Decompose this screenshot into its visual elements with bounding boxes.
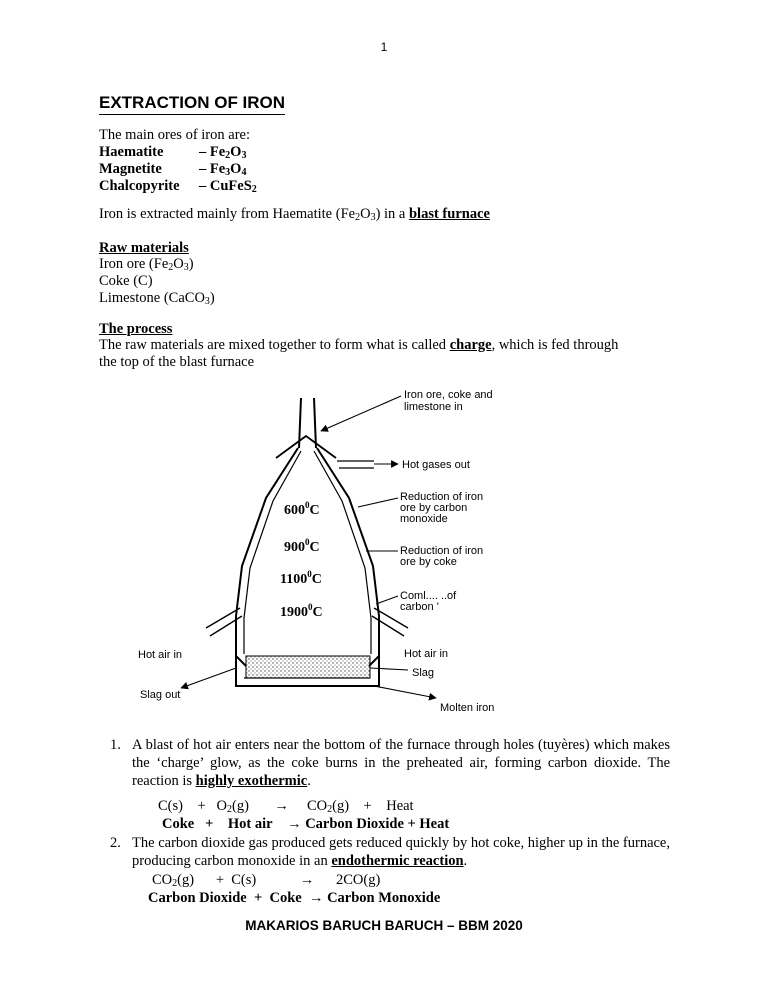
ore-magnetite xyxy=(99,161,246,178)
intro-text: The main ores of iron are: xyxy=(99,127,250,143)
blast-furnace-diagram xyxy=(136,386,556,716)
eq-term: C(s) xyxy=(158,798,183,814)
label-hot-gases: Hot gases out xyxy=(402,459,470,471)
ore-formula-part: CuFeS xyxy=(209,178,252,194)
ore-formula-part: Fe xyxy=(209,144,226,160)
eq-arrow: → xyxy=(299,872,315,888)
step-number: 1. xyxy=(110,737,121,753)
process-line-2: the top of the blast furnace xyxy=(99,354,255,370)
label-reduction-coke: Reduction of iron ore by coke xyxy=(400,545,484,568)
eq-term: CO xyxy=(306,798,328,814)
equation-2-words xyxy=(148,890,440,907)
ore-formula-sub: 2 xyxy=(225,150,231,161)
temp-900: $900^0C$ xyxy=(284,537,320,555)
equation-2-symbols xyxy=(152,872,380,889)
ore-formula-sub: 3 xyxy=(241,150,247,161)
eq-term: Hot air xyxy=(227,816,273,832)
footer-author: MAKARIOS BARUCH BARUCH – BBM 2020 xyxy=(245,918,523,933)
ore-dash: – xyxy=(199,144,207,160)
raw-materials-heading: Raw materials xyxy=(99,240,189,256)
label-reduction-co: Reduction of iron ore by carbon monoxide xyxy=(400,491,484,525)
eq-sub: 2 xyxy=(227,804,233,815)
furnace-wall-inner-right xyxy=(314,451,371,654)
eq-term: (g) xyxy=(177,872,195,888)
temp-1100: 1100$^0$C xyxy=(280,569,322,587)
extraction-sentence xyxy=(99,206,490,223)
label-slag: Slag xyxy=(412,667,435,679)
eq-term: O xyxy=(216,798,228,814)
raw-material-item xyxy=(99,290,215,307)
ore-name: Chalcopyrite xyxy=(99,178,180,194)
eq-term: Coke xyxy=(162,816,195,832)
eq-term: (g) xyxy=(332,798,350,814)
eq-term: → Carbon Monoxide xyxy=(308,890,441,906)
sentence-sub: 2 xyxy=(355,212,361,223)
label-slag-out: Slag out xyxy=(140,689,181,701)
raw-material-item xyxy=(99,256,194,273)
furnace-wall-outer-left xyxy=(236,448,298,666)
ore-formula-sub: 4 xyxy=(241,167,247,178)
eq-op: + xyxy=(363,798,372,814)
ore-chalcopyrite xyxy=(99,178,257,195)
eq-sub: 2 xyxy=(172,878,178,889)
process-heading: The process xyxy=(99,321,173,337)
step-number: 2. xyxy=(110,835,121,851)
charge-term: charge xyxy=(449,337,492,353)
label-molten-iron: Molten iron xyxy=(440,702,495,714)
slag-layer xyxy=(246,656,370,678)
ore-formula-part: O xyxy=(230,161,242,177)
raw-material-text: ) xyxy=(188,256,194,272)
ore-haematite xyxy=(99,144,246,161)
temp-1900: 1900$^0$C xyxy=(280,602,323,620)
eq-op: + xyxy=(197,798,206,814)
eq-term: → Carbon Dioxide + Heat xyxy=(287,816,450,832)
furnace-wall-outer-right xyxy=(317,448,379,666)
raw-material-text: O xyxy=(173,256,184,272)
page-number: 1 xyxy=(380,40,388,54)
label-hot-air-left: Hot air in xyxy=(138,649,183,661)
eq-sub: 2 xyxy=(327,804,333,815)
temp-600: $600^0C$ xyxy=(284,500,320,518)
step-text-part: A blast of hot air enters near the bottom of the furnace through holes (tuyères) which makes the ‘charge’ glow, as the coke burns in the preheated air, forming carbon dioxide. The reaction is xyxy=(132,737,670,789)
sentence-part: ) in a xyxy=(375,206,409,222)
ore-formula-part: O xyxy=(230,144,242,160)
label-hot-air-right: Hot air in xyxy=(404,648,449,660)
eq-term: (g) xyxy=(232,798,249,814)
ore-formula-sub: 3 xyxy=(225,167,231,178)
eq-term: Coke xyxy=(269,890,302,906)
step-highlight: endothermic reaction xyxy=(331,853,464,869)
ore-dash: – xyxy=(199,178,207,194)
equation-1-symbols xyxy=(158,798,414,815)
raw-material-text: ) xyxy=(209,290,215,306)
eq-term: C(s) xyxy=(231,872,257,888)
process-text: , which is fed through xyxy=(491,337,619,353)
page-title: EXTRACTION OF IRON xyxy=(99,93,285,115)
eq-term: Heat xyxy=(386,798,414,814)
sentence-sub: 3 xyxy=(370,212,376,223)
step-text xyxy=(132,736,670,790)
eq-term: 2CO(g) xyxy=(336,872,381,888)
ore-name: Haematite xyxy=(99,144,164,160)
raw-material-text: Iron ore (Fe xyxy=(99,256,169,272)
eq-arrow: → xyxy=(274,798,289,814)
sentence-part: Iron is extracted mainly from Haematite (Fe xyxy=(99,206,356,222)
sentence-part: O xyxy=(360,206,371,222)
eq-term: Carbon Dioxide xyxy=(148,890,247,906)
step-text-part: . xyxy=(463,853,468,869)
eq-term: CO xyxy=(152,872,173,888)
blast-furnace-term: blast furnace xyxy=(408,206,490,222)
chimney-right xyxy=(314,398,316,448)
ore-name: Magnetite xyxy=(99,161,162,177)
process-line-1 xyxy=(99,337,618,354)
raw-material-sub: 2 xyxy=(168,262,174,273)
hopper-cone xyxy=(276,436,336,458)
process-text: The raw materials are mixed together to form what is called xyxy=(99,337,450,353)
eq-op: + xyxy=(253,890,263,906)
step-highlight: highly exothermic xyxy=(195,773,308,789)
ore-formula-sub: 2 xyxy=(251,184,257,195)
raw-material-sub: 3 xyxy=(204,296,210,307)
label-combustion: Coml.... ..of carbon ' xyxy=(400,590,457,613)
raw-material-item: Coke (C) xyxy=(99,273,153,289)
label-top-in: Iron ore, coke and limestone in xyxy=(404,389,493,413)
step-text-part: . xyxy=(307,773,311,789)
step-text xyxy=(132,834,670,870)
step-text-part: The carbon dioxide gas produced gets reduced quickly by hot coke, higher up in the furnace, producing carbon monoxide in an xyxy=(132,835,670,869)
raw-material-text: Limestone (CaCO xyxy=(99,290,205,306)
ore-formula-part: Fe xyxy=(209,161,226,177)
eq-op: + xyxy=(205,816,214,832)
ore-dash: – xyxy=(199,161,207,177)
eq-op: + xyxy=(215,872,225,888)
equation-1-words xyxy=(162,816,449,833)
raw-material-sub: 3 xyxy=(183,262,189,273)
